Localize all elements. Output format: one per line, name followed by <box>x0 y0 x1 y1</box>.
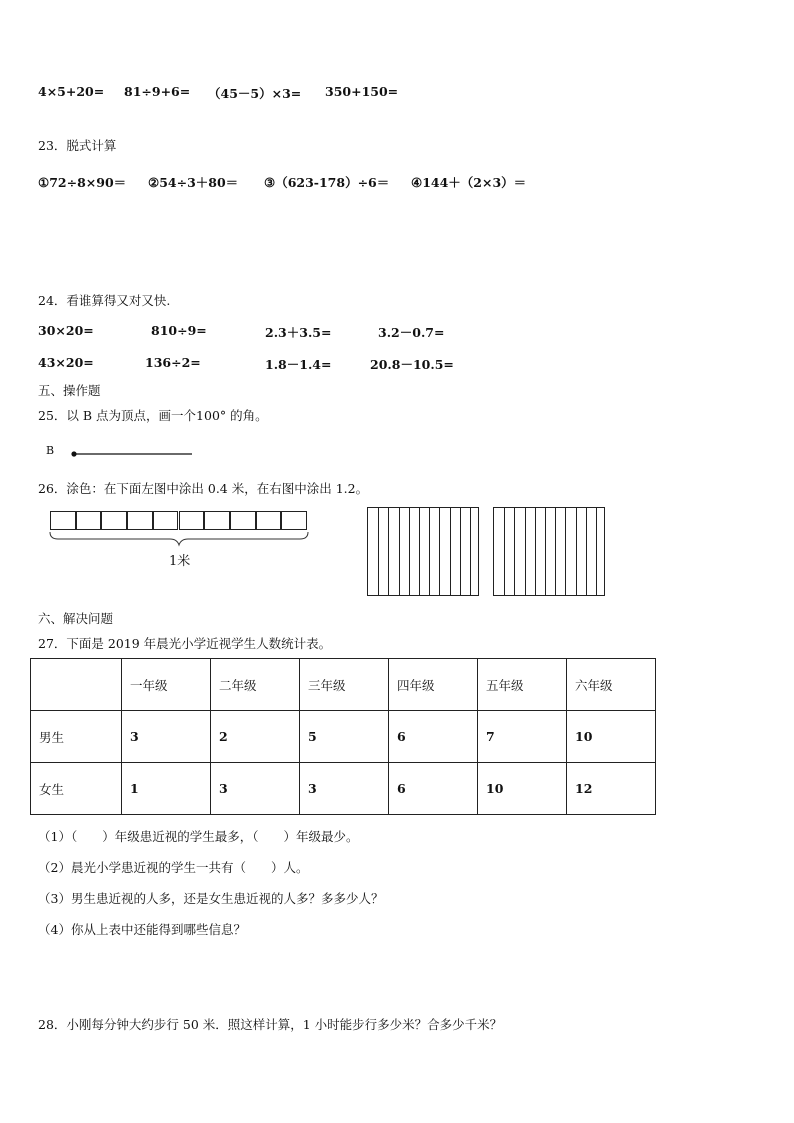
header-grade-2: 二年级 <box>211 659 300 711</box>
section-6-heading: 六、解决问题 <box>38 611 114 626</box>
table-cell: 1 <box>122 763 211 815</box>
q27-sub-4: （4）你从上表中还能得到哪些信息？ <box>38 922 246 937</box>
q26-title: 26．涂色：在下面左图中涂出 0.4 米，在右图中涂出 1.2。 <box>38 481 369 496</box>
q23-item-4: ④144＋（2×3）＝ <box>411 175 527 190</box>
q24-r1-2: 810÷9= <box>151 323 207 338</box>
q24-r2-4: 20.8－10.5= <box>370 357 454 372</box>
q23-item-3: ③（623-178）÷6＝ <box>264 175 390 190</box>
strip-cell[interactable] <box>50 511 76 530</box>
expr-3: （45－5）×3= <box>208 86 302 101</box>
q24-r2-3: 1.8－1.4= <box>265 357 332 372</box>
q24-r1-1: 30×20= <box>38 323 94 338</box>
q27-sub-3: （3）男生患近视的人多，还是女生患近视的人多？多多少人？ <box>38 891 384 906</box>
table-cell: 10 <box>478 763 567 815</box>
header-grade-1: 一年级 <box>122 659 211 711</box>
strip-cell[interactable] <box>101 511 127 530</box>
q24-r2-2: 136÷2= <box>145 355 201 370</box>
q24-title: 24．看谁算得又对又快. <box>38 293 171 308</box>
table-cell: 3 <box>122 711 211 763</box>
strip-cell[interactable] <box>153 511 179 530</box>
ray-figure <box>68 446 198 462</box>
strip-cell[interactable] <box>127 511 153 530</box>
q27-sub-2: （2）晨光小学患近视的学生一共有（ ）人。 <box>38 860 309 875</box>
expr-1: 4×5+20= <box>38 84 105 99</box>
table-cell: 5 <box>300 711 389 763</box>
table-cell: 2 <box>211 711 300 763</box>
q23-item-2: ②54÷3＋80＝ <box>148 175 239 190</box>
left-grid[interactable] <box>367 507 479 596</box>
q23-title: 23．脱式计算 <box>38 138 117 153</box>
table-cell: 3 <box>211 763 300 815</box>
strip-cell[interactable] <box>179 511 205 530</box>
row-label-girls: 女生 <box>31 763 122 815</box>
expr-4: 350+150= <box>325 84 399 99</box>
myopia-table <box>30 658 656 815</box>
table-cell: 6 <box>389 711 478 763</box>
row-label-boys: 男生 <box>31 711 122 763</box>
header-grade-6: 六年级 <box>567 659 656 711</box>
q24-r1-4: 3.2－0.7= <box>378 325 445 340</box>
right-grid[interactable] <box>493 507 605 596</box>
table-cell: 6 <box>389 763 478 815</box>
table-header-row <box>31 659 656 711</box>
table-cell: 10 <box>567 711 656 763</box>
header-grade-4: 四年级 <box>389 659 478 711</box>
strip-cell[interactable] <box>281 511 307 530</box>
strip-cell[interactable] <box>204 511 230 530</box>
point-b-label: B <box>46 444 55 457</box>
q28-title: 28．小刚每分钟大约步行 50 米．照这样计算，1 小时能步行多少米？合多少千米？ <box>38 1017 503 1032</box>
q24-r1-3: 2.3＋3.5= <box>265 325 332 340</box>
strip-cell[interactable] <box>256 511 282 530</box>
strip-cell[interactable] <box>76 511 102 530</box>
section-5-heading: 五、操作题 <box>38 383 101 398</box>
table-row <box>31 711 656 763</box>
q23-item-1: ①72÷8×90＝ <box>38 175 127 190</box>
q27-title: 27．下面是 2019 年晨光小学近视学生人数统计表。 <box>38 636 332 651</box>
brace-icon <box>48 531 310 547</box>
meter-label: 1米 <box>169 554 191 569</box>
expr-2: 81÷9+6= <box>124 84 191 99</box>
table-corner-cell <box>31 659 122 711</box>
table-row <box>31 763 656 815</box>
table-cell: 7 <box>478 711 567 763</box>
header-grade-5: 五年级 <box>478 659 567 711</box>
table-cell: 12 <box>567 763 656 815</box>
strip-cell[interactable] <box>230 511 256 530</box>
q27-sub-1: （1）（ ）年级患近视的学生最多，（ ）年级最少。 <box>38 829 359 844</box>
q25-title: 25．以 B 点为顶点，画一个100° 的角。 <box>38 408 268 423</box>
table-cell: 3 <box>300 763 389 815</box>
q24-r2-1: 43×20= <box>38 355 94 370</box>
header-grade-3: 三年级 <box>300 659 389 711</box>
